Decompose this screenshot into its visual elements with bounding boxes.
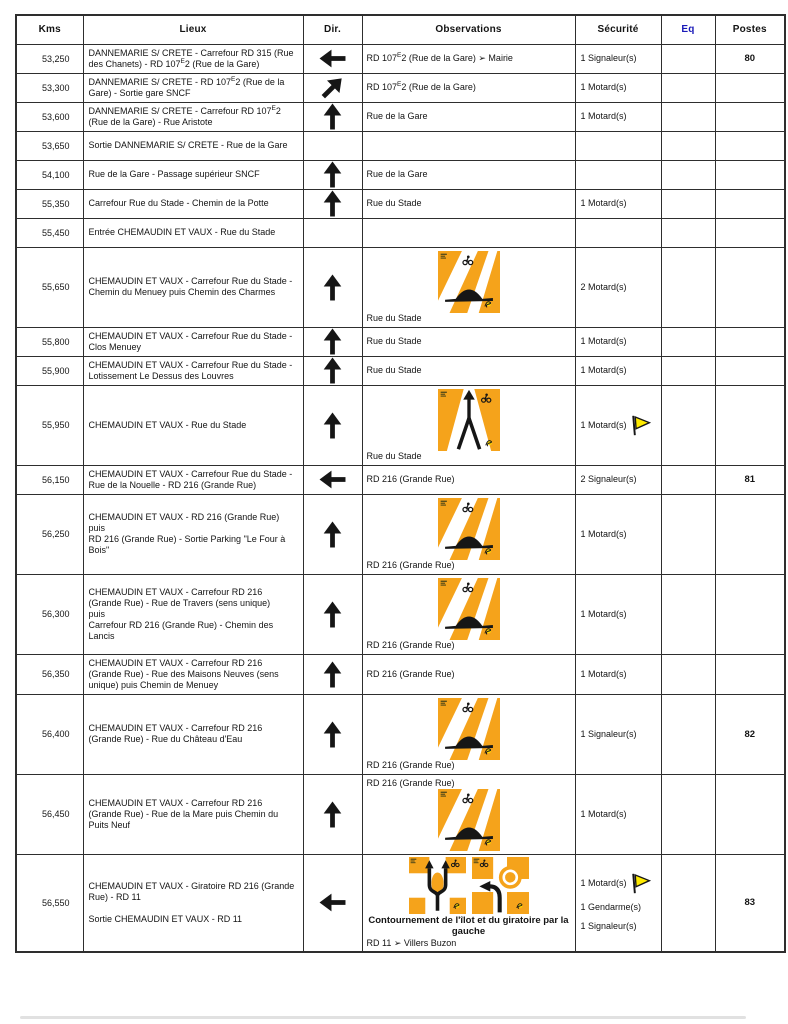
observations-cell [362, 327, 575, 356]
securite-entry: 1 Motard(s) [580, 668, 627, 679]
postes-cell [715, 131, 785, 160]
lieux-cell [83, 654, 303, 694]
securite-entry: 1 Motard(s) [580, 82, 627, 92]
postes-cell [715, 102, 785, 131]
observation-text: Rue du Stade [366, 312, 422, 323]
eq-cell [661, 854, 715, 952]
kms-value: 55,900 [41, 365, 70, 376]
kms-value: 55,950 [41, 420, 70, 430]
kms-value: 55,650 [41, 282, 70, 292]
securite-entry: 2 Motard(s) [580, 281, 627, 292]
postes-number: 82 [744, 728, 756, 740]
lieux-text: CHEMAUDIN ET VAUX - Carrefour Rue du Stade - Lotissement Le Dessus des Louvres [88, 359, 293, 381]
kms-value: 56,550 [41, 897, 70, 908]
securite-cell [575, 44, 661, 73]
kms-cell [16, 44, 83, 73]
eq-cell [661, 654, 715, 694]
lieux-text: CHEMAUDIN ET VAUX - Carrefour RD 216 (Grande Rue) - Rue de Travers (sens unique) [88, 586, 271, 608]
dir-cell [303, 465, 362, 494]
column-header-postes: Postes [715, 15, 785, 44]
kms-value: 56,150 [41, 474, 70, 485]
dir-cell [303, 694, 362, 774]
observations-cell [362, 465, 575, 494]
lieux-text: CHEMAUDIN ET VAUX - Giratoire RD 216 (Grande Rue) - RD 11 [88, 880, 295, 902]
observations-cell [362, 574, 575, 654]
lieux-text: CHEMAUDIN ET VAUX - RD 216 (Grande Rue) [88, 512, 280, 522]
dir-cell [303, 189, 362, 218]
dir-cell [303, 774, 362, 854]
dir-cell [303, 327, 362, 356]
direction-arrow-left-icon [319, 889, 346, 916]
column-header-kms: Kms [16, 15, 83, 44]
roundabout-sign-icon [472, 857, 529, 914]
lieux-text: Sortie DANNEMARIE S/ CRETE - Rue de la Gare [88, 140, 288, 150]
lieux-cell [83, 854, 303, 952]
direction-arrow-up-icon [319, 601, 346, 628]
kms-value: 53,250 [41, 53, 70, 64]
observations-cell [362, 131, 575, 160]
securite-entry: 1 Motard(s) [580, 198, 627, 208]
dir-cell [303, 218, 362, 247]
table-row [16, 774, 785, 854]
direction-arrow-up-icon [319, 661, 346, 688]
kms-value: 56,350 [41, 669, 70, 679]
securite-cell [575, 854, 661, 952]
postes-cell [715, 465, 785, 494]
direction-arrow-left-icon [319, 45, 346, 72]
kms-cell [16, 189, 83, 218]
kms-value: 53,600 [41, 111, 70, 122]
column-header-dir: Dir. [303, 15, 362, 44]
lieux-text: CHEMAUDIN ET VAUX - Carrefour RD 216 (Grande Rue) - Rue du Château d'Eau [88, 723, 263, 744]
observation-text: RD $107^E2$ (Rue de la Gare) [366, 81, 476, 92]
direction-arrow-up-icon [319, 357, 346, 384]
lieux-cell [83, 44, 303, 73]
header-row [16, 15, 785, 44]
speed-bump-sign-icon [438, 698, 500, 760]
lieux-cell [83, 189, 303, 218]
securite-cell [575, 774, 661, 854]
securite-cell [575, 494, 661, 574]
table-row [16, 654, 785, 694]
kms-cell [16, 854, 83, 952]
kms-cell [16, 73, 83, 102]
lieux-text: Carrefour Rue du Stade - Chemin de la Potte [88, 198, 269, 208]
dir-cell [303, 160, 362, 189]
dir-cell [303, 494, 362, 574]
kms-value: 55,450 [41, 227, 70, 238]
direction-arrow-up-icon [319, 161, 346, 188]
column-header-observations: Observations [362, 15, 575, 44]
table-row [16, 102, 785, 131]
lieux-text: DANNEMARIE S/ CRETE - Carrefour RD $107^E2$ (Rue de la Gare) - Rue Aristote [88, 104, 281, 127]
lieux-cell [83, 73, 303, 102]
table-row [16, 247, 785, 327]
securite-cell [575, 218, 661, 247]
table-row [16, 131, 785, 160]
lieux-text: puis [88, 608, 106, 619]
lieux-text: CHEMAUDIN ET VAUX - Carrefour RD 216 (Grande Rue) - Rue des Maisons Neuves (sens unique) puis Chemin de Menuey [88, 657, 279, 690]
observation-text: RD 216 (Grande Rue) [366, 474, 455, 484]
road-fork-sign-icon [438, 389, 500, 451]
observations-cell [362, 694, 575, 774]
observation-text: RD 216 (Grande Rue) [366, 759, 455, 770]
securite-entry: 1 Motard(s) [580, 608, 627, 619]
observation-text: Rue du Stade [366, 336, 422, 346]
table-body [16, 44, 785, 952]
postes-cell [715, 44, 785, 73]
lieux-text: CHEMAUDIN ET VAUX - Carrefour Rue du Stade - Chemin du Menuey puis Chemin des Charmes [88, 276, 293, 297]
kms-cell [16, 694, 83, 774]
dir-cell [303, 247, 362, 327]
speed-bump-sign-icon [438, 498, 500, 560]
securite-entry: 1 Signaleur(s) [580, 53, 637, 63]
securite-cell [575, 73, 661, 102]
lieux-text: CHEMAUDIN ET VAUX - Carrefour Rue du Stade - Rue de la Nouelle - RD 216 (Grande Rue) [88, 468, 293, 490]
table-row [16, 854, 785, 952]
lieux-cell [83, 574, 303, 654]
kms-value: 56,300 [41, 609, 70, 619]
observation-note: Contournement de l'îlot et du giratoire par la gauche [368, 914, 569, 937]
postes-cell [715, 356, 785, 385]
lieux-cell [83, 102, 303, 131]
kms-cell [16, 574, 83, 654]
kms-value: 56,400 [41, 729, 70, 739]
securite-entry: 1 Gendarme(s) [580, 902, 642, 913]
dir-cell [303, 131, 362, 160]
eq-cell [661, 160, 715, 189]
eq-cell [661, 102, 715, 131]
lieux-cell [83, 694, 303, 774]
postes-cell [715, 694, 785, 774]
direction-arrow-up-icon [319, 412, 346, 439]
observations-cell [362, 189, 575, 218]
securite-cell [575, 694, 661, 774]
table-row [16, 189, 785, 218]
column-header-securite: Sécurité [575, 15, 661, 44]
marshal-flag-icon [630, 415, 651, 436]
observation-text: Rue du Stade [366, 198, 422, 208]
observation-text: RD $107^E2$ (Rue de la Gare) ➢ Mairie [366, 52, 513, 63]
lieux-cell [83, 247, 303, 327]
securite-cell [575, 327, 661, 356]
kms-cell [16, 131, 83, 160]
eq-cell [661, 694, 715, 774]
lieux-text: Rue de la Gare - Passage supérieur SNCF [88, 169, 260, 179]
kms-cell [16, 774, 83, 854]
postes-cell [715, 774, 785, 854]
securite-cell [575, 385, 661, 465]
eq-cell [661, 247, 715, 327]
securite-cell [575, 189, 661, 218]
lieux-text: RD 216 (Grande Rue) - Sortie Parking "Le Four à Bois" [88, 534, 286, 555]
observations-cell [362, 247, 575, 327]
securite-cell [575, 247, 661, 327]
eq-cell [661, 465, 715, 494]
eq-cell [661, 44, 715, 73]
eq-cell [661, 73, 715, 102]
lieux-text: Carrefour RD 216 (Grande Rue) - Chemin des Lancis [88, 619, 274, 641]
roadbook-table [15, 14, 786, 953]
securite-cell [575, 574, 661, 654]
kms-cell [16, 654, 83, 694]
lieux-cell [83, 356, 303, 385]
lieux-text: puis [88, 523, 106, 533]
postes-cell [715, 574, 785, 654]
postes-cell [715, 327, 785, 356]
lieux-cell [83, 774, 303, 854]
postes-number: 80 [744, 53, 756, 64]
observation-text: Rue de la Gare [366, 169, 428, 179]
dir-cell [303, 854, 362, 952]
direction-arrow-up-icon [319, 274, 346, 301]
observation-text: RD 216 (Grande Rue) [366, 559, 455, 570]
kms-cell [16, 160, 83, 189]
securite-entry: 1 Motard(s) [580, 528, 627, 539]
lieux-text: Entrée CHEMAUDIN ET VAUX - Rue du Stade [88, 227, 276, 237]
securite-entry: 1 Motard(s) [581, 415, 656, 436]
column-header-lieux: Lieux [83, 15, 303, 44]
kms-cell [16, 327, 83, 356]
securite-entry: 1 Signaleur(s) [580, 728, 637, 739]
kms-cell [16, 465, 83, 494]
observation-text: RD 216 (Grande Rue) [366, 777, 455, 788]
securite-entry: 1 Motard(s) [580, 111, 627, 121]
kms-cell [16, 385, 83, 465]
observation-text: RD 216 (Grande Rue) [366, 668, 455, 679]
securite-cell [575, 654, 661, 694]
eq-cell [661, 356, 715, 385]
securite-cell [575, 356, 661, 385]
postes-number: 81 [744, 474, 756, 485]
speed-bump-sign-icon [438, 251, 500, 313]
table-row [16, 44, 785, 73]
direction-arrow-up-icon [319, 328, 346, 355]
securite-cell [575, 131, 661, 160]
postes-cell [715, 73, 785, 102]
table-row [16, 160, 785, 189]
kms-cell [16, 356, 83, 385]
kms-value: 53,300 [41, 82, 70, 93]
table-row [16, 356, 785, 385]
securite-cell [575, 102, 661, 131]
kms-value: 56,250 [41, 529, 70, 539]
lieux-text: DANNEMARIE S/ CRETE - Carrefour RD 315 (Rue des Chanets) - RD $107^E2$ (Rue de la Gare) [88, 47, 294, 69]
direction-arrow-left-icon [319, 466, 346, 493]
kms-cell [16, 218, 83, 247]
eq-cell [661, 385, 715, 465]
dir-cell [303, 44, 362, 73]
observations-cell [362, 218, 575, 247]
observation-text: RD 11 ➢ Villers Buzon [366, 937, 457, 948]
postes-cell [715, 189, 785, 218]
marshal-flag-icon [630, 873, 651, 894]
securite-entry: 1 Signaleur(s) [580, 921, 637, 932]
table-row [16, 465, 785, 494]
postes-number: 83 [744, 897, 756, 909]
securite-cell [575, 465, 661, 494]
table-row [16, 574, 785, 654]
securite-cell [575, 160, 661, 189]
island-bypass-sign-icon [409, 857, 466, 914]
table-row [16, 73, 785, 102]
securite-entry: 1 Motard(s) [581, 873, 656, 894]
securite-entry: 1 Motard(s) [580, 336, 627, 346]
observations-cell [362, 73, 575, 102]
direction-arrow-up-icon [319, 721, 346, 748]
postes-cell [715, 385, 785, 465]
lieux-cell [83, 131, 303, 160]
postes-cell [715, 218, 785, 247]
dir-cell [303, 356, 362, 385]
direction-arrow-up-right-icon [313, 73, 351, 102]
lieux-text: CHEMAUDIN ET VAUX - Carrefour Rue du Stade - Clos Menuey [88, 330, 293, 352]
securite-entry: 2 Signaleur(s) [580, 474, 637, 484]
lieux-cell [83, 465, 303, 494]
observations-cell [362, 44, 575, 73]
observation-text: Rue du Stade [366, 365, 422, 375]
table-row [16, 494, 785, 574]
dir-cell [303, 73, 362, 102]
kms-cell [16, 494, 83, 574]
lieux-text: CHEMAUDIN ET VAUX - Rue du Stade [88, 419, 247, 430]
observation-text: Rue du Stade [366, 450, 422, 461]
speed-bump-sign-icon [438, 578, 500, 640]
table-row [16, 218, 785, 247]
lieux-text: Sortie CHEMAUDIN ET VAUX - RD 11 [88, 913, 243, 924]
eq-cell [661, 189, 715, 218]
kms-value: 55,800 [41, 336, 70, 347]
table-row [16, 385, 785, 465]
observation-text: RD 216 (Grande Rue) [366, 639, 455, 650]
postes-cell [715, 854, 785, 952]
lieux-text: CHEMAUDIN ET VAUX - Carrefour RD 216 (Grande Rue) - Rue de la Mare puis Chemin du Puits Neuf [88, 797, 279, 830]
postes-cell [715, 247, 785, 327]
direction-arrow-up-icon [319, 521, 346, 548]
direction-arrow-up-icon [319, 103, 346, 130]
kms-cell [16, 247, 83, 327]
postes-cell [715, 654, 785, 694]
eq-cell [661, 574, 715, 654]
kms-cell [16, 102, 83, 131]
dir-cell [303, 654, 362, 694]
direction-arrow-up-icon [319, 801, 346, 828]
postes-cell [715, 160, 785, 189]
eq-cell [661, 131, 715, 160]
kms-value: 54,100 [41, 169, 70, 180]
eq-cell [661, 327, 715, 356]
securite-entry: 1 Motard(s) [580, 808, 627, 819]
lieux-cell [83, 494, 303, 574]
speed-bump-sign-icon [438, 789, 500, 851]
kms-value: 53,650 [41, 140, 70, 151]
observations-cell [362, 160, 575, 189]
lieux-cell [83, 218, 303, 247]
securite-entry: 1 Motard(s) [580, 365, 627, 375]
scan-artifact [20, 1016, 746, 1019]
direction-arrow-up-icon [319, 190, 346, 217]
eq-cell [661, 774, 715, 854]
observations-cell [362, 854, 575, 952]
observations-cell [362, 356, 575, 385]
lieux-text: DANNEMARIE S/ CRETE - RD $107^E2$ (Rue de la Gare) - Sortie gare SNCF [88, 75, 285, 98]
kms-value: 56,450 [41, 809, 70, 819]
observations-cell [362, 774, 575, 854]
lieux-cell [83, 385, 303, 465]
observations-cell [362, 654, 575, 694]
eq-cell [661, 494, 715, 574]
lieux-cell [83, 327, 303, 356]
observation-text: Rue de la Gare [366, 111, 428, 121]
table-row [16, 327, 785, 356]
table-row [16, 694, 785, 774]
observations-cell [362, 102, 575, 131]
observations-cell [362, 494, 575, 574]
observations-cell [362, 385, 575, 465]
kms-value: 55,350 [41, 198, 70, 209]
lieux-cell [83, 160, 303, 189]
dir-cell [303, 102, 362, 131]
dir-cell [303, 574, 362, 654]
eq-cell [661, 218, 715, 247]
column-header-eq: Eq [661, 15, 715, 44]
dir-cell [303, 385, 362, 465]
postes-cell [715, 494, 785, 574]
